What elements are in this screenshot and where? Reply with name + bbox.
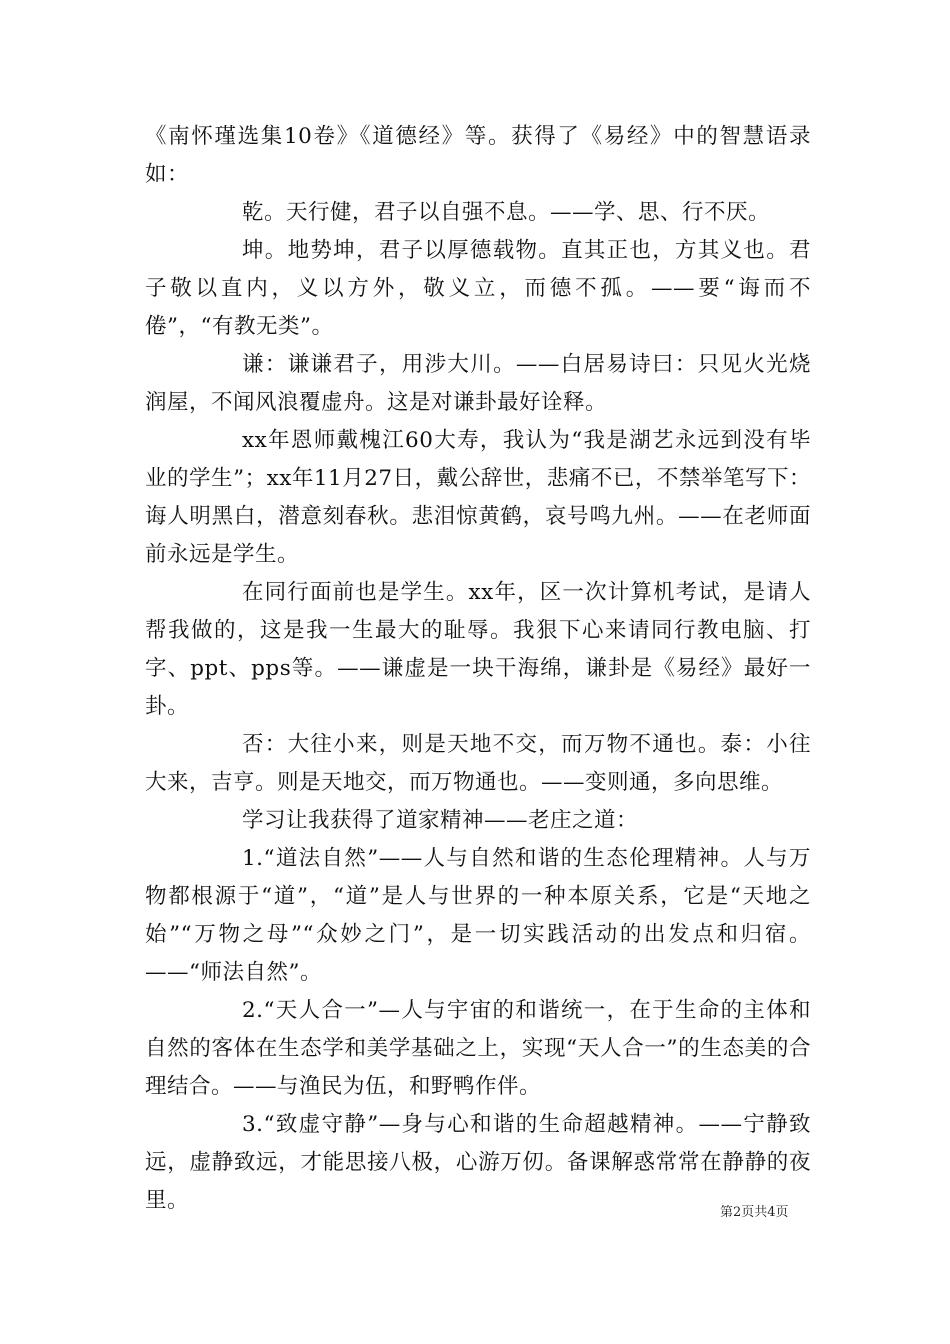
paragraph-point-1: 1.“道法自然”——人与自然和谐的生态伦理精神。人与万物都根源于“道”，“道”是人与世界的一种本原关系，它是“天地之始”“万物之母”“众妙之门”，是一切实践活动的出发点和归宿。——“师法自然”。: [145, 846, 811, 985]
paragraph-qian: 乾。天行健，君子以自强不息。——学、思、行不厌。: [242, 200, 771, 225]
paragraph-qian-humility: 谦：谦谦君子，用涉大川。——白居易诗曰：只见火光烧润屋，不闻风浪覆虚舟。这是对谦卦最好诠释。: [145, 352, 811, 415]
paragraph-teacher: xx年恩师戴槐江60大寿，我认为“我是湖艺永远到没有毕业的学生”；xx年11月27日，戴公辞世，悲痛不已，不禁举笔写下：诲人明黑白，潜意刻春秋。悲泪惊黄鹤，哀号鸣九州。——在老师面前永远是学生。: [145, 428, 811, 567]
paragraph-peers: 在同行面前也是学生。xx年，区一次计算机考试，是请人帮我做的，这是我一生最大的耻辱。我狠下心来请同行教电脑、打字、ppt、pps等。——谦虚是一块干海绵，谦卦是《易经》最好一卦。: [145, 580, 811, 719]
paragraph-intro: 《南怀瑾选集10卷》《道德经》等。获得了《易经》中的智慧语录如：: [145, 124, 811, 187]
paragraph-point-2: 2.“天人合一”—人与宇宙的和谐统一，在于生命的主体和自然的客体在生态学和美学基础之上，实现“天人合一”的生态美的合理结合。——与渔民为伍，和野鸭作伴。: [145, 998, 811, 1099]
paragraph-point-3: 3.“致虚守静”—身与心和谐的生命超越精神。——宁静致远，虚静致远，才能思接八极，心游万仞。备课解惑常常在静静的夜里。: [145, 1112, 811, 1213]
paragraph-pi-tai: 否：大往小来，则是天地不交，而万物不通也。泰：小往大来，吉亨。则是天地交，而万物通也。——变则通，多向思维。: [145, 732, 811, 795]
paragraph-kun: 坤。地势坤，君子以厚德载物。直其正也，方其义也。君子敬以直内，义以方外，敬义立，而德不孤。——要“诲而不倦”，“有教无类”。: [145, 238, 811, 339]
document-body: [145, 118, 811, 1220]
page-number: 第2页共4页: [720, 1205, 789, 1220]
paragraph-daoist-heading: 学习让我获得了道家精神——老庄之道：: [242, 808, 639, 833]
